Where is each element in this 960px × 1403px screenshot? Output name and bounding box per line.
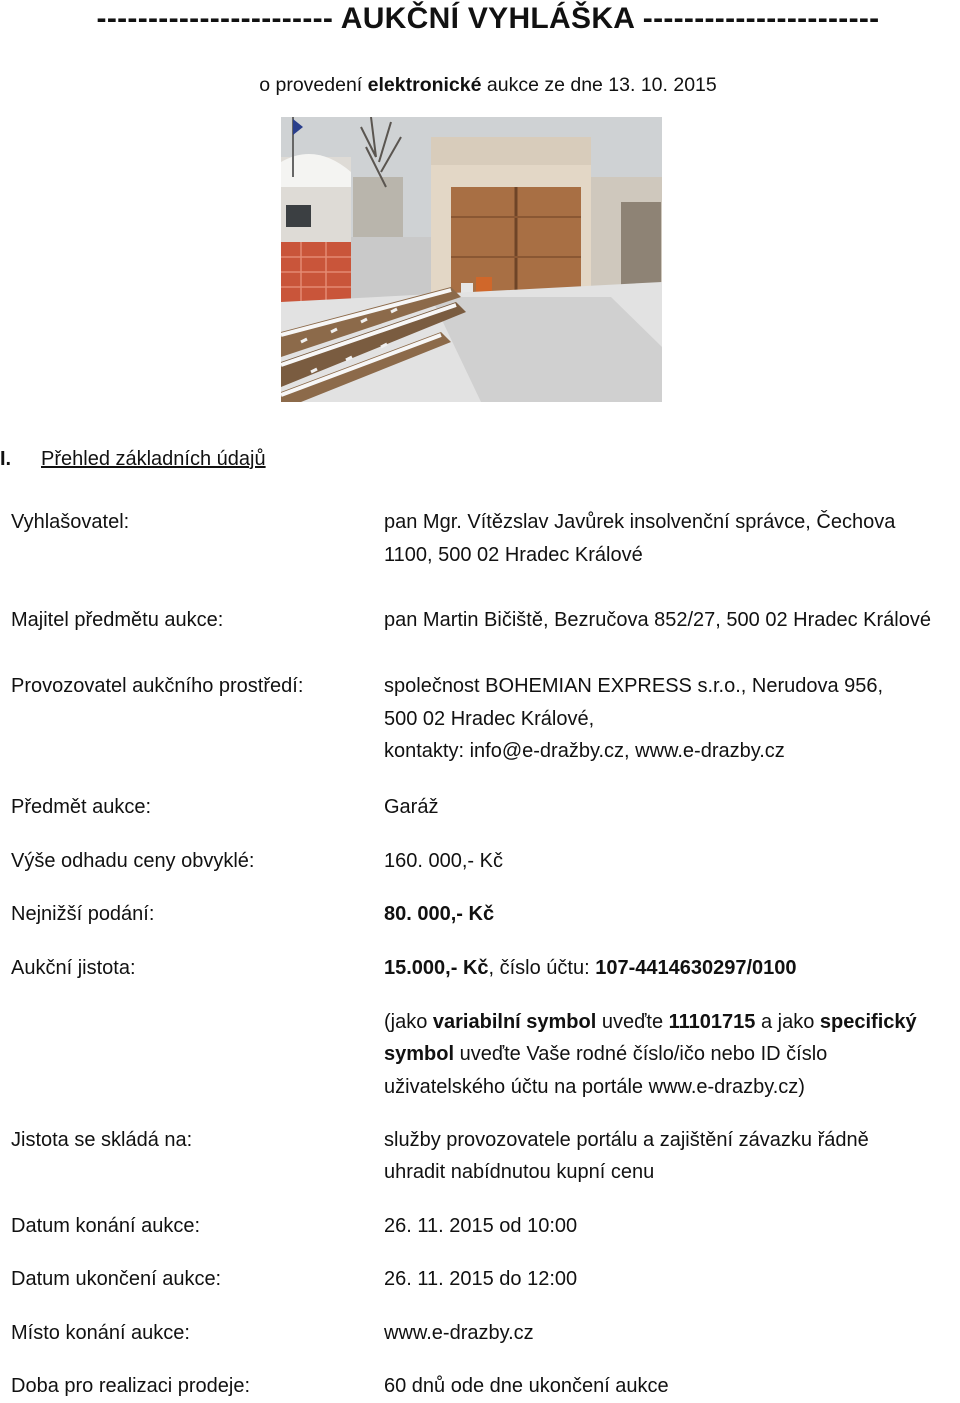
note-text: (jako: [384, 1011, 433, 1033]
label-vyhlasovatel: Vyhlašovatel:: [11, 511, 130, 533]
value-nejnizsi-podani: 80. 000,- Kč: [384, 903, 495, 925]
label-doba-realizace: Doba pro realizaci prodeje:: [11, 1375, 251, 1397]
value-doba-realizace: 60 dnů ode dne ukončení aukce: [384, 1375, 669, 1397]
value-datum-ukonceni: 26. 11. 2015 do 12:00: [384, 1268, 578, 1290]
note-variable-symbol-label: variabilní symbol: [432, 1011, 597, 1033]
value-provozovatel-line1: společnost BOHEMIAN EXPRESS s.r.o., Nerudova 956,: [384, 675, 884, 697]
subtitle-prefix: o provedení: [259, 74, 368, 96]
jistota-note-line2: [384, 1038, 827, 1071]
value-provozovatel-line2: 500 02 Hradec Králové,: [384, 708, 595, 730]
label-odhad: Výše odhadu ceny obvyklé:: [11, 850, 255, 872]
section-number: I.: [0, 448, 12, 470]
label-jistota-sklada: Jistota se skládá na:: [11, 1129, 193, 1151]
note-text: a jako: [755, 1011, 820, 1033]
section-heading: [0, 448, 266, 471]
note-symbol-label: symbol: [384, 1043, 455, 1065]
document-title: ----------------------- AUKČNÍ VYHLÁŠKA -----------------------: [96, 2, 880, 35]
subtitle-suffix: aukce ze dne 13. 10. 2015: [481, 74, 717, 96]
section-title: Přehled základních údajů: [41, 448, 266, 470]
note-specific-label: specifický: [819, 1011, 917, 1033]
value-predmet: Garáž: [384, 796, 439, 818]
value-misto-konani: www.e-drazby.cz: [384, 1322, 534, 1344]
label-datum-konani: Datum konání aukce:: [11, 1215, 200, 1237]
value-jistota-sklada-line2: uhradit nabídnutou kupní cenu: [384, 1161, 655, 1183]
label-aukcni-jistota: Aukční jistota:: [11, 957, 136, 979]
note-text: uveďte: [596, 1011, 669, 1033]
value-odhad: 160. 000,- Kč: [384, 850, 503, 872]
label-nejnizsi-podani: Nejnižší podání:: [11, 903, 155, 925]
document-subtitle: [0, 74, 960, 97]
jistota-amount: 15.000,- Kč: [384, 957, 489, 979]
label-majitel: Majitel předmětu aukce:: [11, 609, 224, 631]
jistota-account-label: , číslo účtu:: [488, 957, 596, 979]
label-predmet: Předmět aukce:: [11, 796, 152, 818]
value-majitel: pan Martin Bičiště, Bezručova 852/27, 500 02 Hradec Králové: [384, 609, 931, 631]
label-provozovatel: Provozovatel aukčního prostředí:: [11, 675, 304, 697]
value-provozovatel-contacts: kontakty: info@e-dražby.cz, www.e-drazby.cz: [384, 740, 785, 762]
jistota-account-number: 107-4414630297/0100: [595, 957, 797, 979]
value-aukcni-jistota: [384, 952, 797, 985]
value-datum-konani: 26. 11. 2015 od 10:00: [384, 1215, 578, 1237]
jistota-note-line3: uživatelského účtu na portále www.e-drazby.cz): [384, 1076, 805, 1098]
subtitle-emphasis: elektronické: [367, 74, 482, 96]
label-misto-konani: Místo konání aukce:: [11, 1322, 190, 1344]
value-jistota-sklada-line1: služby provozovatele portálu a zajištění závazku řádně: [384, 1129, 869, 1151]
note-text: uveďte Vaše rodné číslo/ičo nebo ID číslo: [454, 1043, 828, 1065]
value-vyhlasovatel-line2: 1100, 500 02 Hradec Králové: [384, 544, 643, 566]
jistota-note-line1: [384, 1006, 917, 1039]
label-datum-ukonceni: Datum ukončení aukce:: [11, 1268, 222, 1290]
note-variable-symbol-value: 11101715: [668, 1011, 756, 1033]
garage-photo: [281, 117, 662, 402]
value-vyhlasovatel-line1: pan Mgr. Vítězslav Javůrek insolvenční správce, Čechova: [384, 511, 896, 533]
